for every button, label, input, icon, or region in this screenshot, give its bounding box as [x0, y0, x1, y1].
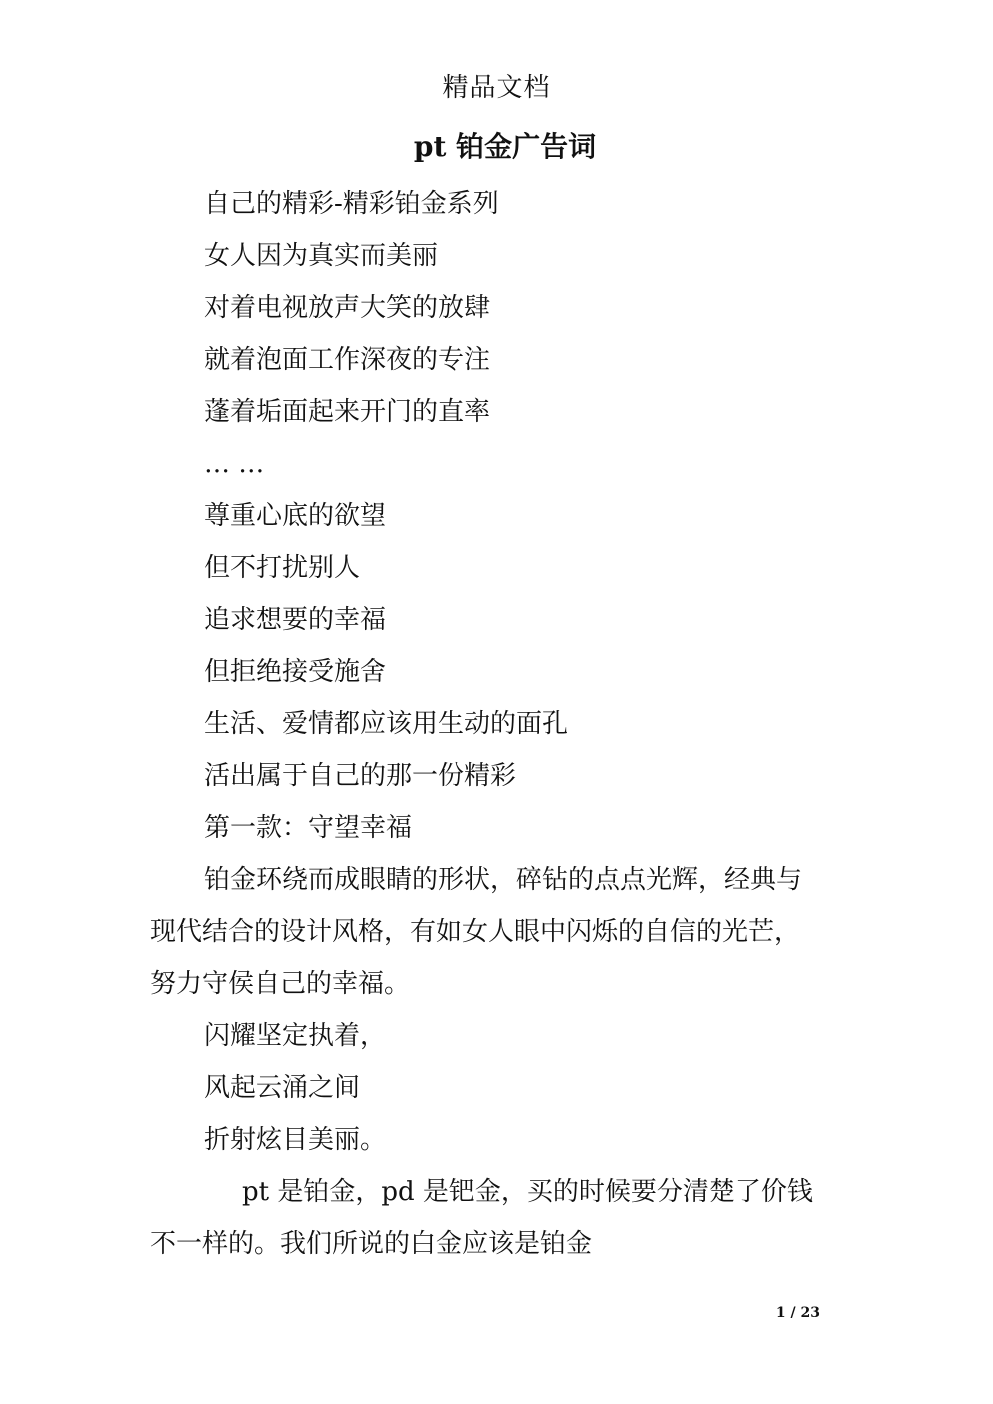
- text-line: 追求想要的幸福: [204, 605, 387, 635]
- text-line: 但拒绝接受施舍: [204, 657, 387, 687]
- paragraph-description: 铂金环绕而成眼睛的形状，碎钻的点点光辉，经典与现代结合的设计风格，有如女人眼中闪烁的自信的光芒，努力守侯自己的幸福。: [150, 865, 803, 999]
- section-heading: 第一款：守望幸福: [204, 813, 413, 843]
- text-line: 活出属于自己的那一份精彩: [204, 761, 517, 791]
- text-line: 闪耀坚定执着，: [204, 1021, 387, 1051]
- text-line: 但不打扰别人: [204, 553, 361, 583]
- text-line: 尊重心底的欲望: [204, 501, 387, 531]
- text-line: 折射炫目美丽。: [204, 1125, 387, 1155]
- text-line: 就着泡面工作深夜的专注: [204, 345, 491, 375]
- text-line: 生活、爱情都应该用生动的面孔: [204, 709, 569, 739]
- text-line: 蓬着垢面起来开门的直率: [204, 397, 491, 427]
- text-line: 风起云涌之间: [204, 1073, 361, 1103]
- page-header: 精品文档: [442, 73, 551, 103]
- page-number: 1 / 23: [775, 1305, 820, 1321]
- ellipsis-line: … …: [204, 449, 265, 479]
- document-body: [150, 178, 822, 1270]
- text-line: 对着电视放声大笑的放肆: [204, 293, 491, 323]
- text-line: 自己的精彩-精彩铂金系列: [204, 189, 499, 219]
- paragraph-note: pt 是铂金，pd 是钯金，买的时候要分清楚了价钱不一样的。我们所说的白金应该是铂金: [150, 1177, 813, 1259]
- document-title: pt 铂金广告词: [413, 130, 597, 163]
- text-line: 女人因为真实而美丽: [204, 241, 439, 271]
